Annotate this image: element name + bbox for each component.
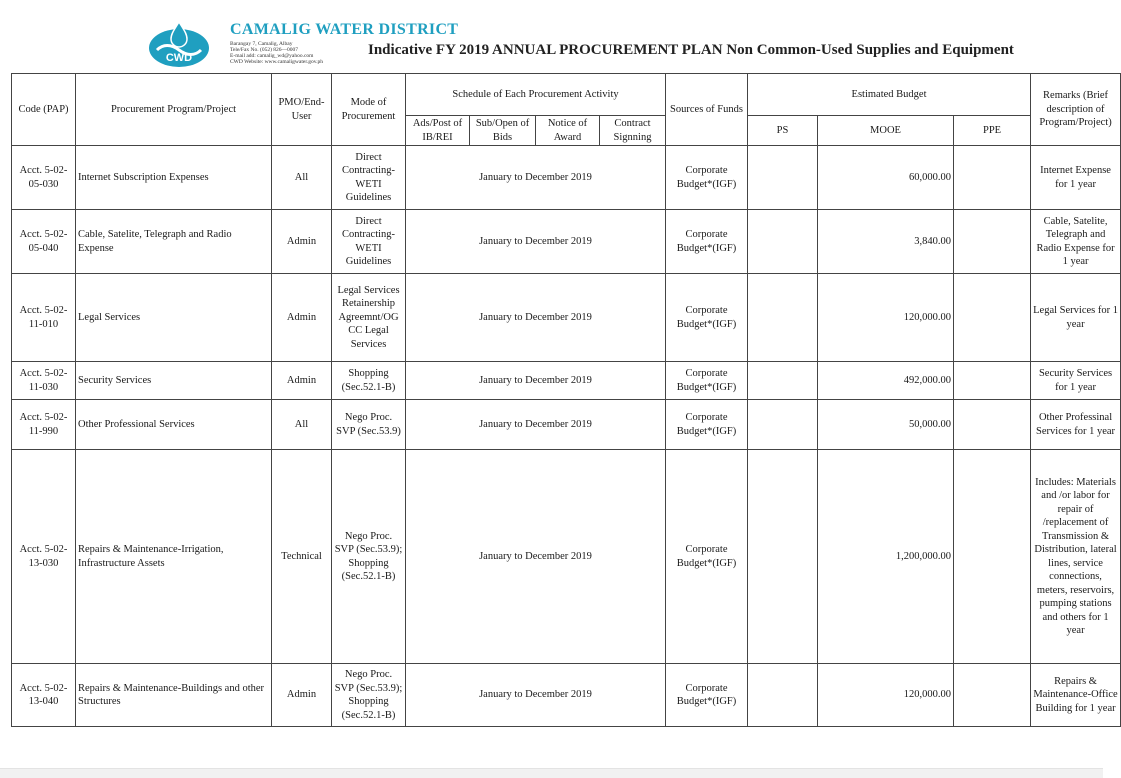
table-row [12,450,1121,664]
cell-remarks: Internet Expense for 1 year [1031,146,1121,210]
cell-pmo: All [272,400,332,450]
cell-program: Other Professional Services [76,400,272,450]
cell-ppe [954,210,1031,274]
table-row [12,664,1121,727]
col-mooe: MOOE [818,116,954,146]
org-email: E-mail add: camalig_wd@yahoo.com [230,53,314,59]
cell-remarks: Security Services for 1 year [1031,362,1121,400]
org-website: CWD Website: www.camaligwater.gov.ph [230,59,323,65]
cell-remarks: Includes: Materials and /or labor for repair of /replacement of Transmission & Distribution, lateral lines, service connections, meters, reservoirs, pumping stations and others for 1 year [1031,450,1121,664]
col-contract: Contract Signning [600,116,666,146]
cell-mode: Nego Proc. SVP (Sec.53.9) [332,400,406,450]
cell-ps [748,400,818,450]
cell-program: Repairs & Maintenance-Buildings and other Structures [76,664,272,727]
col-estimated-budget: Estimated Budget [748,74,1031,116]
table-row [12,210,1121,274]
cell-schedule: January to December 2019 [406,400,666,450]
letterhead [0,0,1103,74]
cell-schedule: January to December 2019 [406,664,666,727]
cell-ps [748,362,818,400]
cell-program: Internet Subscription Expenses [76,146,272,210]
cell-ps [748,274,818,362]
cell-remarks: Cable, Satelite, Telegraph and Radio Expense for 1 year [1031,210,1121,274]
cell-ppe [954,146,1031,210]
cell-ps [748,450,818,664]
cell-pmo: Admin [272,362,332,400]
cell-sources: Corporate Budget*(IGF) [666,664,748,727]
org-telfax: Tele/Fax No. (052) 826—0007 [230,47,299,53]
cell-program: Security Services [76,362,272,400]
cell-program: Repairs & Maintenance-Irrigation, Infrastructure Assets [76,450,272,664]
cell-schedule: January to December 2019 [406,146,666,210]
cell-remarks: Legal Services for 1 year [1031,274,1121,362]
cell-ppe [954,362,1031,400]
cell-sources: Corporate Budget*(IGF) [666,362,748,400]
cell-mooe: 492,000.00 [818,362,954,400]
table-row [12,400,1121,450]
cell-ps [748,146,818,210]
cell-program: Legal Services [76,274,272,362]
cell-mooe: 120,000.00 [818,664,954,727]
water-district-logo [147,20,211,68]
org-address: Barangay 7, Camalig, Albay [230,41,293,47]
cell-mooe: 1,200,000.00 [818,450,954,664]
cell-program: Cable, Satelite, Telegraph and Radio Expense [76,210,272,274]
cell-remarks: Other Professinal Services for 1 year [1031,400,1121,450]
cell-mode: Direct Contracting-WETI Guidelines [332,210,406,274]
cell-mooe: 50,000.00 [818,400,954,450]
col-sources: Sources of Funds [666,74,748,146]
cell-schedule: January to December 2019 [406,274,666,362]
cell-schedule: January to December 2019 [406,362,666,400]
col-code: Code (PAP) [12,74,76,146]
cell-mooe: 3,840.00 [818,210,954,274]
logo-lettering: CWD [165,52,193,64]
cell-code: Acct. 5-02-13-040 [12,664,76,727]
cell-pmo: All [272,146,332,210]
cell-code: Acct. 5-02-13-030 [12,450,76,664]
cell-schedule: January to December 2019 [406,210,666,274]
document-title: Indicative FY 2019 ANNUAL PROCUREMENT PLAN Non Common-Used Supplies and Equipment [368,42,1014,58]
col-notice: Notice of Award [536,116,600,146]
col-ps: PS [748,116,818,146]
cell-ppe [954,400,1031,450]
cell-schedule: January to December 2019 [406,450,666,664]
page-bottom-edge [0,768,1103,778]
cell-mode: Shopping (Sec.52.1-B) [332,362,406,400]
cell-ppe [954,274,1031,362]
col-mode: Mode of Procurement [332,74,406,146]
cell-pmo: Admin [272,664,332,727]
cell-pmo: Admin [272,210,332,274]
cell-mode: Nego Proc. SVP (Sec.53.9); Shopping (Sec.52.1-B) [332,450,406,664]
col-sub: Sub/Open of Bids [470,116,536,146]
org-name: CAMALIG WATER DISTRICT [230,21,459,38]
cell-sources: Corporate Budget*(IGF) [666,274,748,362]
cell-code: Acct. 5-02-05-030 [12,146,76,210]
cell-ps [748,210,818,274]
table-row [12,146,1121,210]
cell-ppe [954,450,1031,664]
cell-sources: Corporate Budget*(IGF) [666,400,748,450]
cell-ps [748,664,818,727]
cell-mode: Nego Proc. SVP (Sec.53.9); Shopping (Sec.52.1-B) [332,664,406,727]
table-row [12,274,1121,362]
cell-mooe: 60,000.00 [818,146,954,210]
cell-sources: Corporate Budget*(IGF) [666,146,748,210]
procurement-plan-table [11,73,1121,727]
col-schedule: Schedule of Each Procurement Activity [406,74,666,116]
cell-ppe [954,664,1031,727]
cell-code: Acct. 5-02-11-990 [12,400,76,450]
cell-pmo: Technical [272,450,332,664]
col-pmo: PMO/End-User [272,74,332,146]
col-ppe: PPE [954,116,1031,146]
cell-code: Acct. 5-02-11-010 [12,274,76,362]
cell-mode: Direct Contracting-WETI Guidelines [332,146,406,210]
cell-remarks: Repairs & Maintenance-Office Building for 1 year [1031,664,1121,727]
col-remarks: Remarks (Brief description of Program/Project) [1031,74,1121,146]
cell-pmo: Admin [272,274,332,362]
cell-code: Acct. 5-02-05-040 [12,210,76,274]
cell-code: Acct. 5-02-11-030 [12,362,76,400]
col-program: Procurement Program/Project [76,74,272,146]
cell-mode: Legal Services Retainership Agreemnt/OG CC Legal Services [332,274,406,362]
col-ads: Ads/Post of IB/REI [406,116,470,146]
cell-mooe: 120,000.00 [818,274,954,362]
cell-sources: Corporate Budget*(IGF) [666,450,748,664]
cell-sources: Corporate Budget*(IGF) [666,210,748,274]
table-row [12,362,1121,400]
